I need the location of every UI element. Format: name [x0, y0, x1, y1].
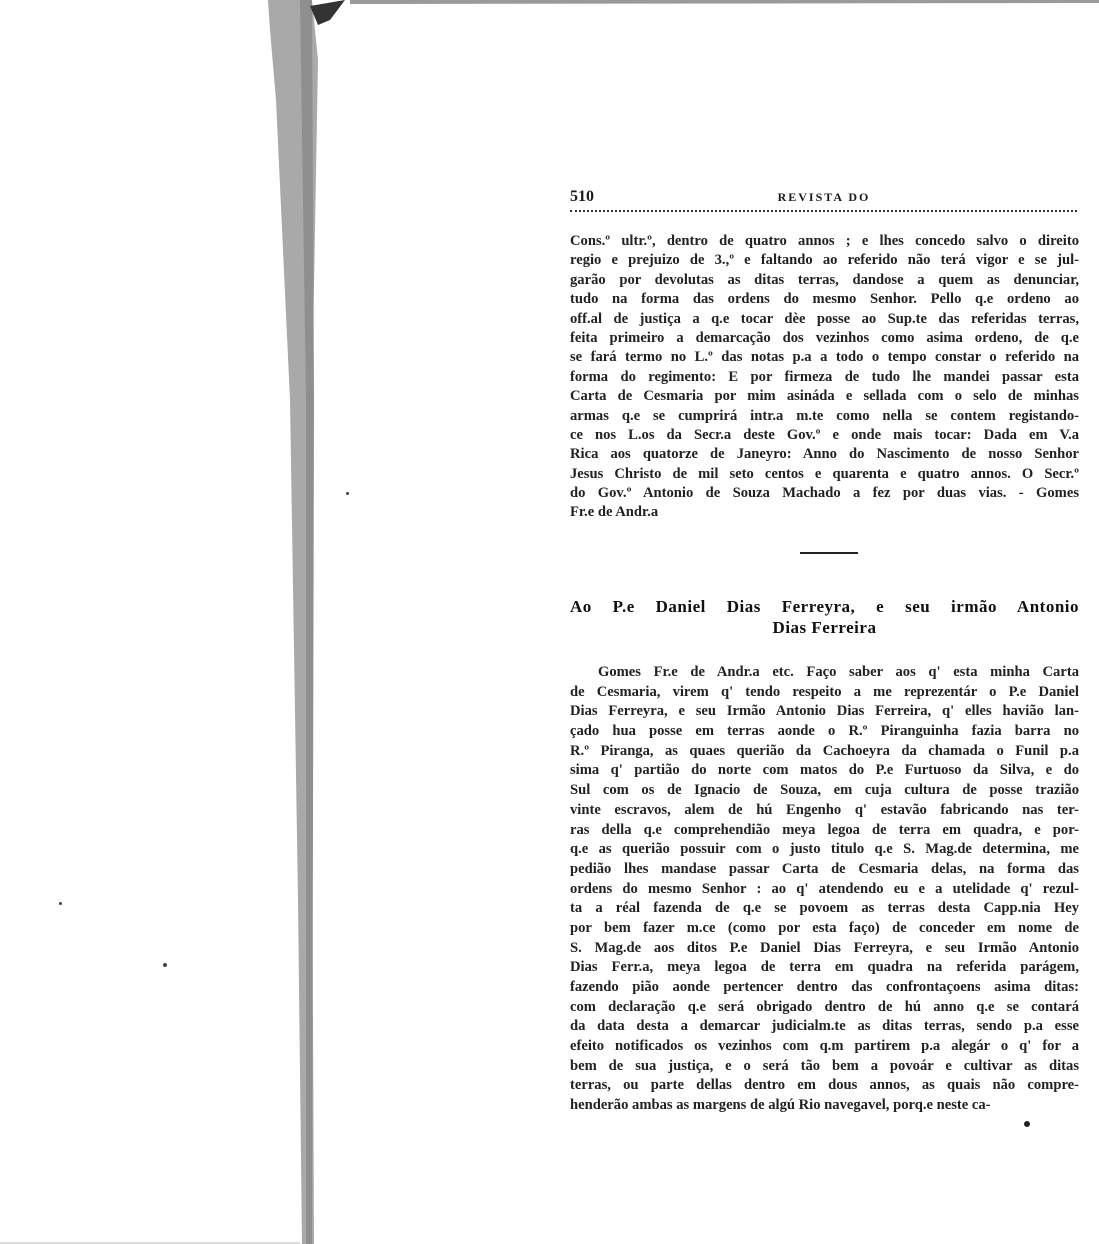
- scan-speck: [59, 902, 62, 905]
- text-line: por bem fazer m.ce (como por esta faço) de conceder em nome de: [570, 919, 1079, 936]
- text-line: feita primeiro a demarcação dos vezinhos como asima ordeno, de q.e: [570, 329, 1079, 346]
- text-line: garão por devolutas as ditas terras, dandose a quem as denunciar,: [570, 271, 1079, 288]
- text-line: fazendo pião aonde pertencer dentro das confrontaçoens asima ditas:: [570, 979, 1079, 995]
- scan-speck: [163, 963, 167, 967]
- text-line: ordens do mesmo Senhor : ao q' atendendo eu e a utelidade q' rezul-: [570, 880, 1079, 897]
- text-line: çado hua posse em terras aonde o R.º Piranguinha fazia barra no: [570, 723, 1079, 740]
- text-line: q.e as querião possuir com o justo titulo q.e S. Mag.de determina, me: [570, 841, 1079, 858]
- paragraph-1: [570, 232, 1079, 523]
- paragraph-2: [570, 663, 1079, 1116]
- running-title: REVISTA DO: [777, 190, 871, 204]
- text-line: sima q' partião do norte com matos do P.e Furtuoso da Silva, e do: [570, 762, 1079, 779]
- text-line: do Gov.º Antonio de Souza Machado a fez por duas vias. - Gomes: [570, 485, 1079, 502]
- text-line: Carta de Cesmaria por mim asináda e sellada com o selo de minhas: [570, 388, 1079, 405]
- text-line: S. Mag.de aos ditos P.e Daniel Dias Ferreyra, e seu Irmão Antonio: [570, 939, 1079, 956]
- text-line: forma do regimento: E por firmeza de tudo lhe mandei passar esta: [570, 368, 1079, 385]
- scan-speck: [346, 492, 349, 495]
- text-line: ta a réal fazenda de q.e se povoem as terras desta Capp.nia Hey: [570, 900, 1079, 917]
- text-line: Jesus Christo de mil seto centos e quarenta e quatro annos. O Secr.º: [570, 465, 1079, 482]
- text-line: de Cesmaria, virem q' tendo respeito a me reprezentár o P.e Daniel: [570, 683, 1079, 700]
- text-line: Fr.e de Andr.a: [570, 504, 659, 521]
- text-line: da data desta a demarcar judicialm.te as ditas terras, sendo p.a esse: [570, 1018, 1079, 1035]
- text-line: Sul com os de Ignacio de Souza, em cuja cultura de posse trazião: [570, 782, 1079, 799]
- text-line: vinte escravos, alem de hú Engenho q' estavão fabricando nas ter-: [570, 801, 1079, 818]
- text-line: ce nos L.os da Secr.a deste Gov.º e onde mais tocar: Dada em V.a: [570, 426, 1079, 443]
- text-line: pedião lhes mandase passar Carta de Cesmaria delas, na forma das: [570, 860, 1079, 877]
- text-line: ras della q.e comprehendião meya legoa de terra em quadra, e por-: [570, 821, 1079, 838]
- section-divider: [800, 552, 858, 554]
- page-number: 510: [570, 188, 594, 205]
- text-line: regio e prejuizo de 3.,º e faltando ao referido não terá vigor e se jul-: [570, 252, 1079, 269]
- text-line: efeito notificados os vezinhos com q.m partirem p.a alegár o q' for a: [570, 1038, 1079, 1055]
- text-line: tudo na forma das ordens do mesmo Senhor. Pello q.e ordeno ao: [570, 291, 1079, 308]
- text-line: Rica aos quatorze de Janeyro: Anno do Nascimento de nosso Senhor: [570, 446, 1079, 463]
- text-line: Cons.º ultr.º, dentro de quatro annos ; e lhes concedo salvo o direito: [570, 233, 1079, 249]
- section-heading-line-1: Ao P.e Daniel Dias Ferreyra, e seu irmão Antonio: [570, 597, 1079, 616]
- text-line: bem de sua justiça, e o será tão bem a povoár e cultivar as ditas: [570, 1057, 1079, 1074]
- scan-speck: [1024, 1121, 1030, 1127]
- text-line: henderão ambas as margens de algú Rio navegavel, porq.e neste ca-: [570, 1097, 991, 1114]
- text-line: se fará termo no L.º das notas p.a a todo o tempo constar o referido na: [570, 349, 1079, 366]
- text-line: armas q.e se cumprirá intr.a m.te como nella se contem registando-: [570, 407, 1079, 424]
- text-line: Dias Ferreyra, e seu Irmão Antonio Dias Ferreira, q' elles havião lan-: [570, 703, 1079, 720]
- text-line: R.º Piranga, as quaes querião da Cachoeyra da chamada o Funil p.a: [570, 742, 1079, 759]
- text-line: com declaração q.e será obrigado dentro de hú anno q.e se contará: [570, 998, 1079, 1015]
- text-line: Dias Ferr.a, meya legoa de terra em quadra na referida parágem,: [570, 959, 1079, 976]
- header-rule: [570, 210, 1077, 212]
- text-line: Gomes Fr.e de Andr.a etc. Faço saber aos q' esta minha Carta: [598, 664, 1079, 680]
- text-line: off.al de justiça a q.e tocar dèe posse ao Sup.te das referidas terras,: [570, 310, 1079, 327]
- section-heading-line-2: Dias Ferreira: [772, 618, 877, 637]
- section-heading: [570, 596, 1079, 638]
- text-line: terras, ou parte dellas dentro em dous annos, as quais não compre-: [570, 1077, 1079, 1094]
